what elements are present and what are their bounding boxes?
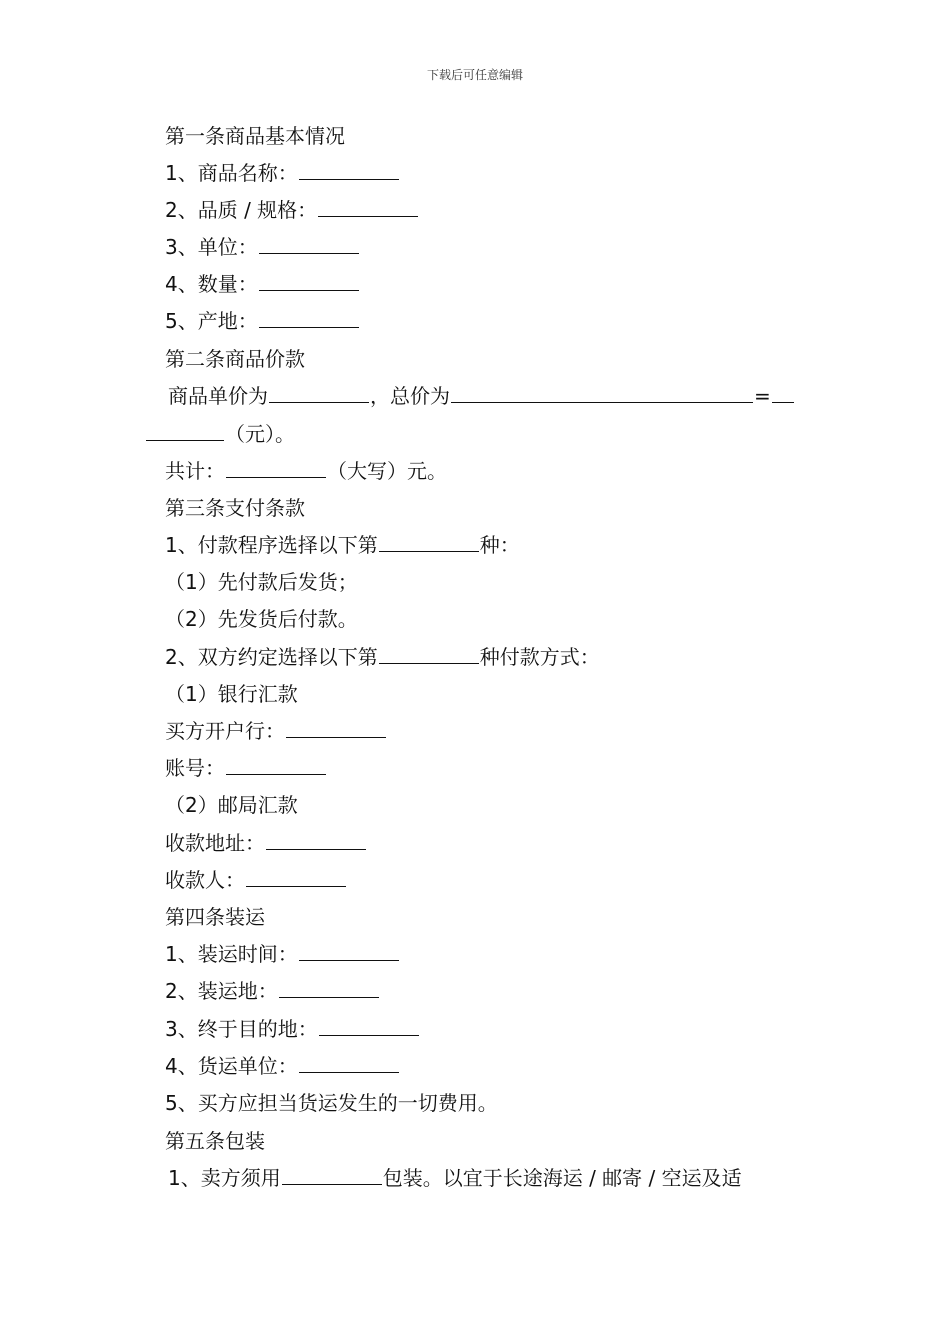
price-line	[168, 382, 795, 410]
item-label: 买方开户行：	[165, 719, 285, 743]
item-label: 2、双方约定选择以下第	[165, 645, 378, 669]
account-number	[165, 754, 327, 782]
item-origin	[165, 307, 360, 335]
item-quality-spec	[165, 196, 419, 224]
section-3-title: 第三条支付条款	[165, 496, 305, 520]
item-label-suffix: 种：	[479, 533, 520, 557]
option-bank-transfer: （1）银行汇款	[165, 682, 298, 706]
unit-price-blank[interactable]	[269, 382, 369, 403]
item-label: 1、商品名称：	[165, 161, 298, 185]
blank-field[interactable]	[299, 1052, 399, 1073]
item-label: 4、数量：	[165, 272, 258, 296]
blank-field[interactable]	[379, 531, 479, 552]
payee-address	[165, 829, 367, 857]
item-label: 2、品质 / 规格：	[165, 198, 318, 222]
option-postal-transfer: （2）邮局汇款	[165, 793, 298, 817]
shipping-time	[165, 940, 400, 968]
packaging-clause	[168, 1164, 742, 1192]
carrier	[165, 1052, 400, 1080]
blank-field[interactable]	[259, 233, 359, 254]
item-unit	[165, 233, 360, 261]
amount-blank-end[interactable]	[146, 420, 224, 441]
payee-name	[165, 866, 347, 894]
section-5-title: 第五条包装	[165, 1129, 265, 1153]
section-1-title: 第一条商品基本情况	[165, 124, 345, 148]
blank-field[interactable]	[299, 159, 399, 180]
page-header: 下载后可任意编辑	[426, 68, 523, 82]
item-label-suffix: 种付款方式：	[479, 645, 600, 669]
item-label: 账号：	[165, 756, 225, 780]
blank-field[interactable]	[279, 977, 379, 998]
blank-field[interactable]	[282, 1164, 382, 1185]
item-label: 3、单位：	[165, 235, 258, 259]
payment-method	[165, 643, 600, 671]
blank-field[interactable]	[259, 270, 359, 291]
blank-field[interactable]	[286, 717, 386, 738]
capital-label: （大写）元。	[327, 459, 447, 483]
total-price-blank[interactable]	[451, 382, 753, 403]
unit-price-label: 商品单价为	[168, 384, 268, 408]
blank-field[interactable]	[318, 196, 418, 217]
price-line-continued	[145, 420, 295, 448]
total-label: 共计：	[165, 459, 225, 483]
item-label: 收款地址：	[165, 831, 265, 855]
blank-field[interactable]	[319, 1015, 419, 1036]
blank-field[interactable]	[259, 307, 359, 328]
yuan-label: （元）。	[225, 422, 295, 446]
option-ship-first: （2）先发货后付款。	[165, 607, 358, 631]
blank-field[interactable]	[299, 940, 399, 961]
blank-field[interactable]	[379, 643, 479, 664]
item-label: 1、装运时间：	[165, 942, 298, 966]
item-label: 1、付款程序选择以下第	[165, 533, 378, 557]
item-label: 4、货运单位：	[165, 1054, 298, 1078]
shipping-fee-clause: 5、买方应担当货运发生的一切费用。	[165, 1091, 498, 1115]
item-label: 3、终于目的地：	[165, 1017, 318, 1041]
blank-field[interactable]	[226, 754, 326, 775]
option-pay-first: （1）先付款后发货；	[165, 570, 358, 594]
item-label: 2、装运地：	[165, 979, 278, 1003]
total-blank[interactable]	[226, 457, 326, 478]
item-label: 1、卖方须用	[168, 1166, 281, 1190]
shipping-place	[165, 977, 380, 1005]
section-2-title: 第二条商品价款	[165, 347, 305, 371]
amount-blank-start[interactable]	[772, 382, 794, 403]
item-label-suffix: 包装。以宜于长途海运 / 邮寄 / 空运及适	[382, 1166, 742, 1190]
blank-field[interactable]	[246, 866, 346, 887]
section-4-title: 第四条装运	[165, 905, 265, 929]
item-label: 5、产地：	[165, 309, 258, 333]
payment-procedure	[165, 531, 520, 559]
item-quantity	[165, 270, 360, 298]
total-line	[165, 457, 447, 485]
equals-sign: =	[754, 384, 771, 408]
blank-field[interactable]	[266, 829, 366, 850]
item-label: 收款人：	[165, 868, 245, 892]
item-product-name	[165, 159, 400, 187]
total-price-label: ，总价为	[370, 384, 450, 408]
destination	[165, 1015, 420, 1043]
buyer-bank	[165, 717, 387, 745]
